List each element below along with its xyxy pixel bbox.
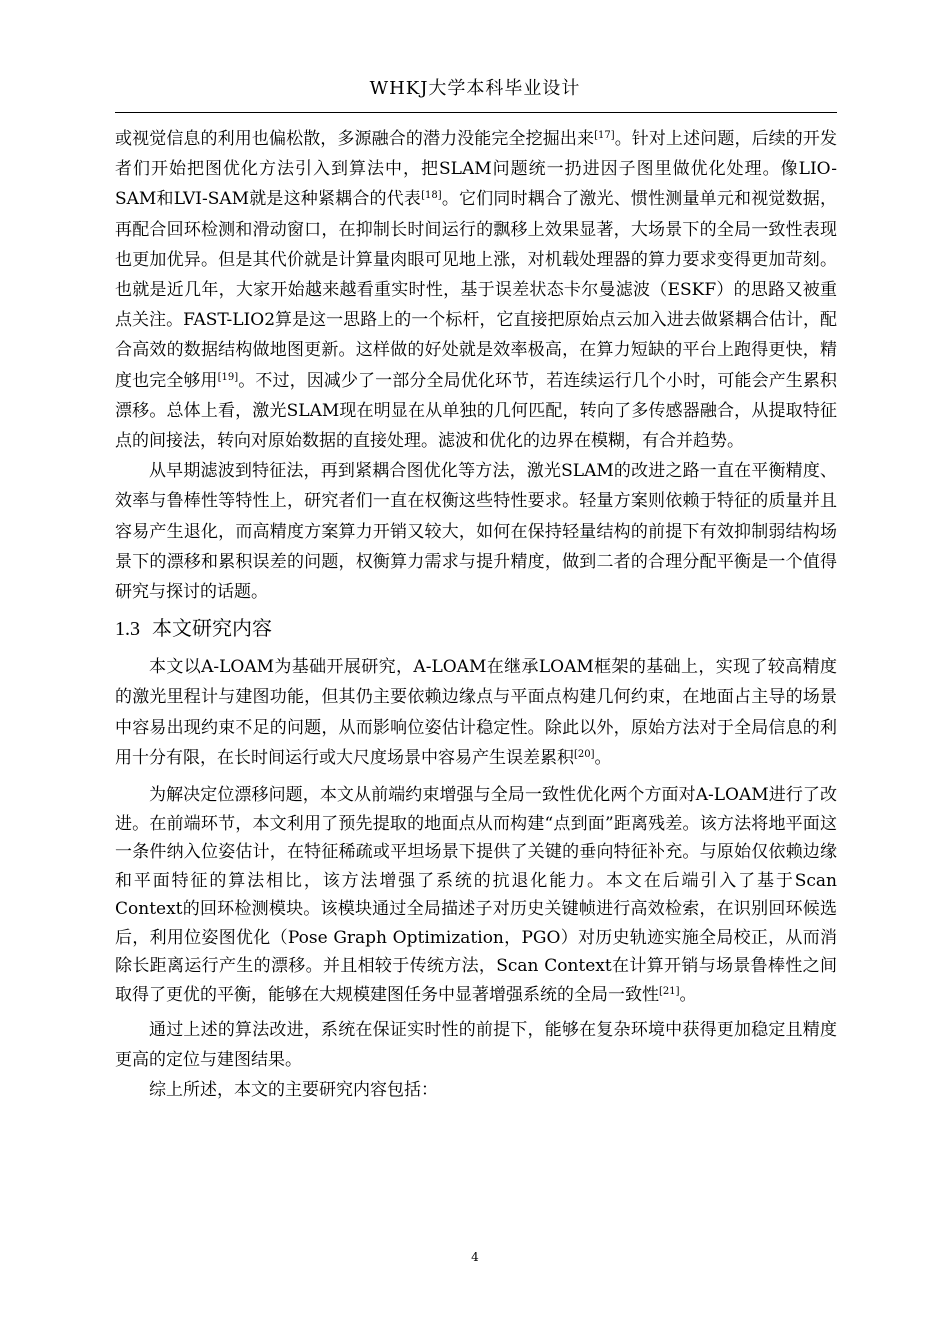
paragraph-text: 。针对上述问题，后续的开发者们开始把图优化方法引入到算法中，把SLAM问题统一扔进因子图里做优化处理。像LIO-SAM和LVI-SAM就是这种紧耦合的代表 (115, 129, 838, 210)
section-number: 1.3 (115, 618, 140, 641)
page-number: 4 (471, 1250, 479, 1264)
paragraph-text: 或视觉信息的利用也偏松散，多源融合的潜力没能完全挖掘出来 (115, 129, 595, 149)
page-header-title: WHKJ大学本科毕业设计 (369, 78, 581, 99)
paragraph-text: 。不过，因减少了一部分全局优化环节，若连续运行几个小时，可能会产生累积漂移。总体上看，激光SLAM现在明显在从单独的几何匹配，转向了多传感器融合，从提取特征点的间接法，转向对原始数据的直接处理。滤波和优化的边界在模糊，有合并趋势。 (115, 370, 838, 452)
citation-20: [20] (574, 748, 595, 760)
paragraph-text: 。 (679, 984, 697, 1005)
section-paragraph-3: 通过上述的算法改进，系统在保证实时性的前提下，能够在复杂环境中获得更加稳定且精度更高的定位与建图结果。 (115, 1020, 837, 1071)
section-paragraph-4: 综上所述，本文的主要研究内容包括： (149, 1080, 438, 1101)
paragraph-text: 为解决定位漂移问题，本文从前端约束增强与全局一致性优化两个方面对A-LOAM进行了改进。在前端环节，本文利用了预先提取的地面点从而构建“点到面”距离残差。该方法将地平面这一条件纳入位姿估计，在特征稀疏或平坦场景下提供了关键的垂向特征补充。与原始仅依赖边缘和平面特征的算法相比，该方法增强了系统的抗退化能力。本文在后端引入了基于Scan Context的回环检测模块。该模块通过全局描述子对历史关键帧进行高效检索，在识别回环候选后，利用位姿图优化（Pose Graph Optimization，PGO）对历史轨迹实施全局校正，从而消除长距离运行产生的漂移。并且相较于传统方法，Scan Context在计算开销与场景鲁棒性之间取得了更优的平衡，能够在大规模建图任务中显著增强系统的全局一致性 (115, 785, 837, 1005)
paragraph-text: 。它们同时耦合了激光、惯性测量单元和视觉数据，再配合回环检测和滑动窗口，在抑制长时间运行的飘移上效果显著，大场景下的全局一致性表现也更加优异。但是其代价就是计算量肉眼可见地上涨，对机载处理器的算力要求变得更加苛刻。也就是近几年，大家开始越来越看重实时性，基于误差状态卡尔曼滤波（ESKF）的思路又被重点关注。FAST-LIO2算是这一思路上的一个标杆，它直接把原始点云加入进去做紧耦合估计，配合高效的数据结构做地图更新。这样做的好处就是效率极高，在算力短缺的平台上跑得更快，精度也完全够用 (115, 189, 837, 391)
paragraph-text: 。 (594, 747, 612, 768)
header-rule (115, 112, 837, 113)
section-paragraph-1 (115, 652, 837, 773)
body-paragraph-2: 从早期滤波到特征法，再到紧耦合图优化等方法，激光SLAM的改进之路一直在平衡精度、效率与鲁棒性等特性上，研究者们一直在权衡这些特性要求。轻量方案则依赖于特征的质量并且容易产生退化，而高精度方案算力开销又较大，如何在保持轻量结构的前提下有效抑制弱结构场景下的漂移和累积误差的问题，权衡算力需求与提升精度，做到二者的合理分配平衡是一个值得研究与探讨的话题。 (115, 461, 837, 603)
section-title: 本文研究内容 (152, 616, 272, 641)
citation-17: [17] (594, 130, 615, 141)
body-paragraph-1 (115, 124, 837, 456)
citation-19: [19] (217, 371, 239, 383)
citation-21: [21] (659, 985, 680, 997)
body-content (115, 124, 837, 1106)
paragraph-text: 本文以A-LOAM为基础开展研究，A-LOAM在继承LOAM框架的基础上，实现了较高精度的激光里程计与建图功能，但其仍主要依赖边缘点与平面点构建几何约束，在地面占主导的场景中容易出现约束不足的问题，从而影响位姿估计稳定性。除此以外，原始方法对于全局信息的利用十分有限，在长时间运行或大尺度场景中容易产生误差累积 (115, 657, 837, 768)
section-paragraph-2 (115, 781, 837, 1009)
section-heading (115, 613, 837, 644)
citation-18: [18] (421, 190, 442, 202)
